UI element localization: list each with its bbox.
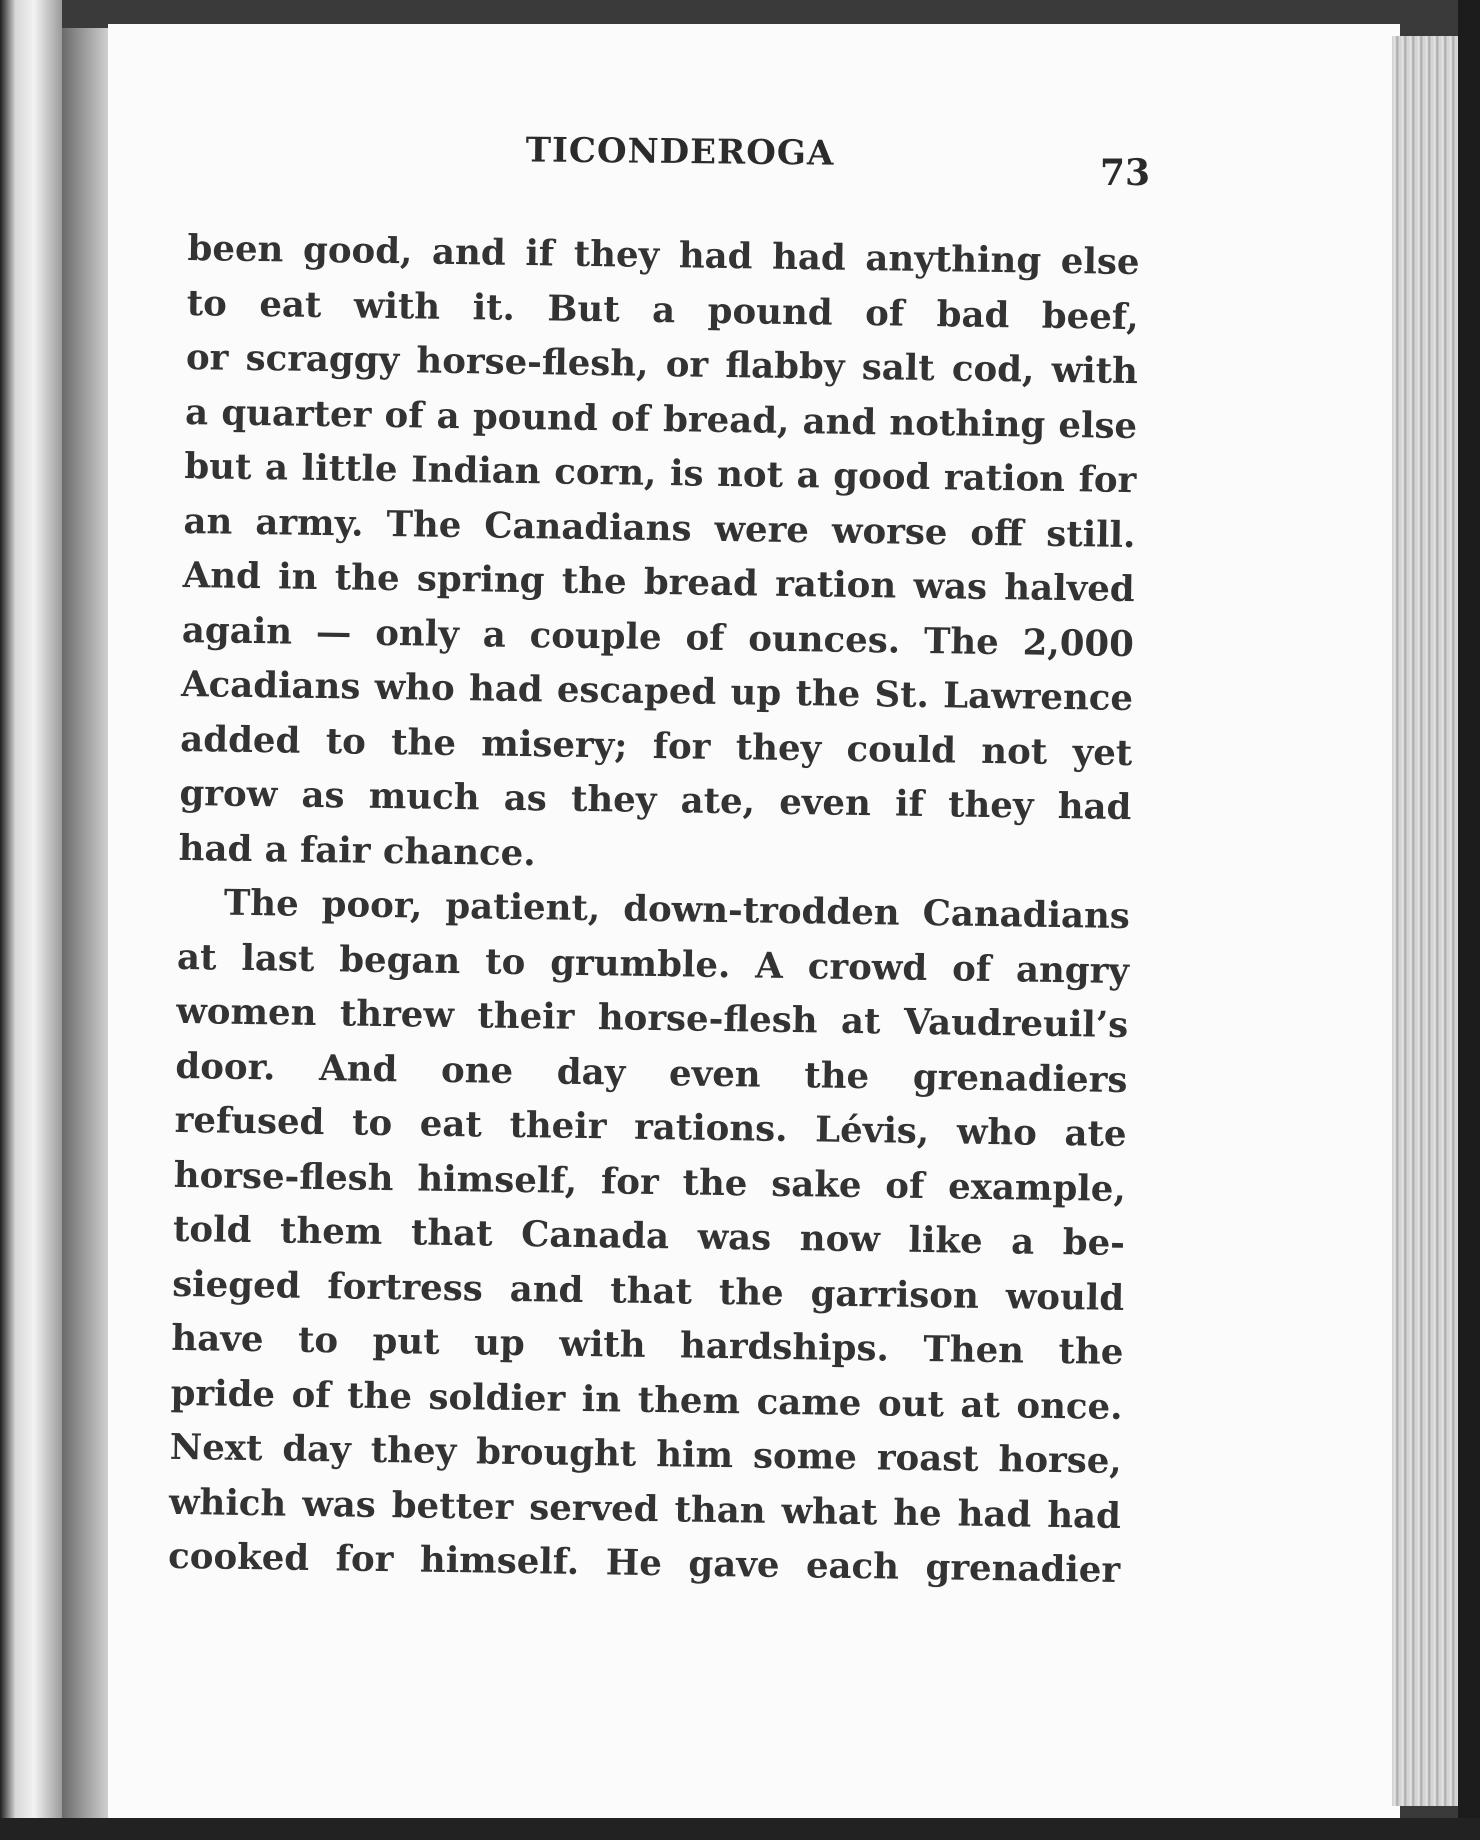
paragraph-start-line: The poor, patient, down-trodden Canadians [223, 882, 1131, 938]
text-line: added to the misery; for they could not yet [180, 718, 1133, 774]
page-number: 73 [1100, 152, 1151, 194]
running-head: TICONDEROGA [525, 130, 835, 174]
scan-border-right [1458, 0, 1480, 1840]
text-line: grow as much as they ate, even if they had [179, 772, 1132, 829]
text-line: pride of the soldier in them came out at once. [170, 1372, 1123, 1428]
text-line: again — only a couple of ounces. The 2,000 [181, 609, 1135, 665]
paragraph-end-line: had a fair chance. [178, 827, 536, 874]
text-line: door. And one day even the grenadiers [175, 1045, 1128, 1101]
text-line: women threw their horse-flesh at Vaudreuil’s [175, 990, 1129, 1047]
text-line: but a little Indian corn, is not a good ration for [184, 445, 1137, 502]
text-line: cooked for himself. He gave each grenadier [167, 1535, 1121, 1591]
text-line: told them that Canada was now like a be- [172, 1208, 1126, 1265]
text-line: or scraggy horse-flesh, or flabby salt cod, with [185, 336, 1139, 393]
text-line: an army. The Canadians were worse off still. [183, 500, 1136, 556]
text-line: at last began to grumble. A crowd of angry [176, 936, 1130, 992]
text-line: been good, and if they had had anything else [187, 227, 1140, 284]
page-block-edges [1392, 36, 1458, 1806]
text-line: sieged fortress and that the garrison would [171, 1263, 1125, 1319]
scan-border-bottom [0, 1818, 1480, 1840]
text-line: horse-flesh himself, for the sake of example, [173, 1154, 1127, 1210]
text-line: to eat with it. But a pound of bad beef, [186, 282, 1139, 338]
facing-page-edge [0, 0, 62, 1840]
text-line: a quarter of a pound of bread, and nothing else [184, 391, 1138, 447]
text-line: Next day they brought him some roast horse, [169, 1426, 1123, 1482]
text-line: Acadians who had escaped up the St. Lawrence [180, 663, 1134, 720]
text-line: refused to eat their rations. Lévis, who ate [174, 1099, 1127, 1156]
text-line: which was better served than what he had had [168, 1481, 1122, 1537]
text-line: And in the spring the bread ration was halved [182, 554, 1135, 611]
book-gutter [62, 28, 108, 1818]
text-line: have to put up with hardships. Then the [171, 1317, 1124, 1373]
body-text [168, 222, 1140, 1598]
